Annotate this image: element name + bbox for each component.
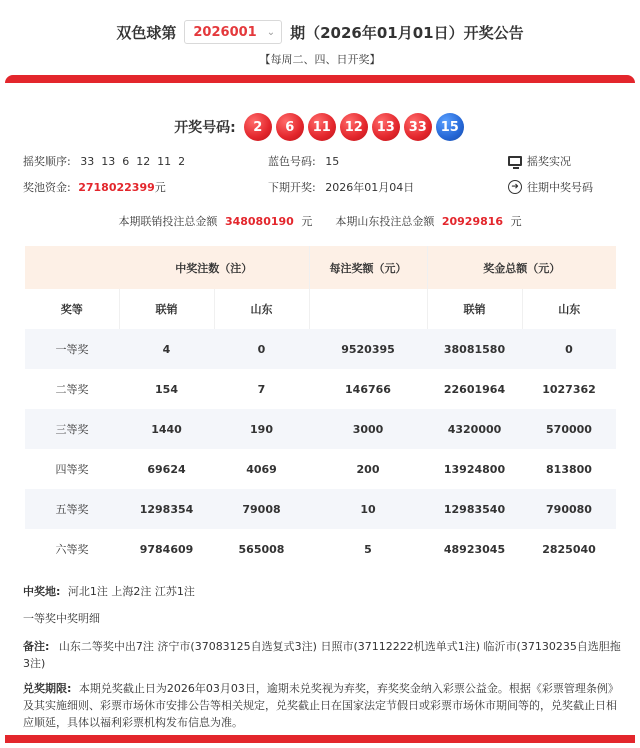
prize-level: 五等奖 bbox=[25, 489, 119, 529]
chevron-down-icon: ⌄ bbox=[266, 26, 276, 38]
issue-select[interactable] bbox=[184, 20, 282, 44]
jackpot-unit: 元 bbox=[154, 181, 166, 194]
announcement-title bbox=[0, 18, 640, 46]
prize-level: 二等奖 bbox=[55, 383, 89, 396]
prize-level: 六等奖 bbox=[55, 543, 89, 556]
deadline-value: 本期兑奖截止日为2026年03月03日，逾期未兑奖视为弃奖，弃奖奖金纳入彩票公益金。根据《彩票管理条例》及其实施细则、彩票市场休市安排公告等相关规定，兑奖截止日在国家法定节假日或彩票市场休市期间等的，兑奖截止日相应顺延，具体以福利彩票机构发布信息为准。 bbox=[23, 682, 619, 729]
header-prize-level: 奖等 bbox=[25, 289, 119, 329]
remark bbox=[23, 638, 623, 672]
header-prize-total: 奖金总额（元） bbox=[427, 246, 616, 289]
tv-icon bbox=[508, 156, 522, 166]
draw-video-label: 摇奖实况 bbox=[527, 155, 571, 168]
blue-number-label: 蓝色号码: bbox=[268, 155, 316, 168]
cell-shandong-total: 0 bbox=[522, 329, 616, 369]
header-national: 联销 bbox=[119, 289, 214, 329]
prize-level: 一等奖 bbox=[25, 329, 119, 369]
cell-shandong-total: 2825040 bbox=[542, 542, 596, 556]
national-sales-unit: 元 bbox=[301, 215, 313, 228]
table-row bbox=[25, 329, 616, 369]
header-prize-per-bet: 每注奖额（元） bbox=[309, 246, 427, 289]
cell-shandong-count: 0 bbox=[214, 329, 309, 369]
blue-ball: 15 bbox=[436, 113, 464, 141]
title-prefix: 双色球第 bbox=[116, 23, 177, 42]
cell-national-total: 22601964 bbox=[443, 382, 506, 396]
remark-value: 山东二等奖中出7注 济宁市(37083125自选复式3注) 日照市(37112222机选单式1注) 临沂市(37130235自选胆拖3注) bbox=[23, 640, 621, 670]
table-row bbox=[25, 409, 616, 449]
cell-national-count: 69624 bbox=[147, 462, 186, 476]
header-winners-count: 中奖注数（注） bbox=[119, 246, 309, 289]
draw-schedule: 【每周二、四、日开奖】 bbox=[259, 53, 381, 66]
next-draw-label: 下期开奖: bbox=[268, 181, 316, 194]
draw-order-value: 33 13 6 12 11 2 bbox=[80, 155, 186, 168]
cell-national-total: 13924800 bbox=[443, 462, 506, 476]
shandong-sales-value: 20929816 bbox=[441, 215, 504, 228]
deadline-label: 兑奖期限: bbox=[23, 682, 72, 695]
draw-video-link[interactable] bbox=[508, 153, 571, 169]
cell-shandong-count: 190 bbox=[214, 409, 309, 449]
table-row bbox=[25, 449, 616, 489]
title-suffix: 期（2026年01月01日）开奖公告 bbox=[290, 23, 524, 42]
red-ball: 33 bbox=[404, 113, 432, 141]
table-sub-header bbox=[25, 289, 616, 329]
history-link-label: 往期中奖号码 bbox=[527, 181, 593, 194]
table-group-header bbox=[25, 246, 616, 289]
cell-shandong-count: 565008 bbox=[238, 542, 285, 556]
blue-number-value: 15 bbox=[325, 155, 340, 168]
red-ball: 2 bbox=[244, 113, 272, 141]
cell-national-count: 1298354 bbox=[119, 489, 214, 529]
draw-order-label: 摇奖顺序: bbox=[23, 155, 71, 168]
cell-prize-per-bet: 9520395 bbox=[309, 329, 427, 369]
cell-prize-per-bet: 3000 bbox=[309, 409, 427, 449]
cell-shandong-total: 1027362 bbox=[542, 382, 596, 396]
cell-national-count: 154 bbox=[155, 382, 178, 396]
winning-numbers bbox=[5, 113, 635, 141]
info-row-2 bbox=[23, 179, 623, 195]
cell-shandong-count: 79008 bbox=[214, 489, 309, 529]
red-ball: 11 bbox=[308, 113, 336, 141]
cell-prize-per-bet: 200 bbox=[356, 462, 380, 476]
table-row bbox=[25, 529, 616, 569]
first-prize-detail-title: 一等奖中奖明细 bbox=[23, 612, 100, 625]
prize-level: 四等奖 bbox=[55, 463, 89, 476]
cell-national-total: 4320000 bbox=[427, 409, 522, 449]
jackpot-value: 2718022399 bbox=[78, 181, 155, 194]
winning-regions-value: 河北1注 上海2注 江苏1注 bbox=[67, 585, 195, 598]
header-national: 联销 bbox=[427, 289, 522, 329]
arrow-right-circle-icon: ➜ bbox=[508, 180, 522, 194]
result-panel bbox=[5, 75, 635, 743]
table-row bbox=[25, 369, 616, 409]
sales-summary bbox=[5, 213, 635, 229]
cell-national-count: 4 bbox=[119, 329, 214, 369]
winning-numbers-label: 开奖号码: bbox=[174, 120, 236, 136]
jackpot-label: 奖池资金: bbox=[23, 181, 71, 194]
cell-national-total: 12983540 bbox=[427, 489, 522, 529]
cell-prize-per-bet: 5 bbox=[364, 542, 372, 556]
national-sales-label: 本期联销投注总金额 bbox=[118, 215, 218, 228]
cell-shandong-total: 570000 bbox=[522, 409, 616, 449]
remark-label: 备注: bbox=[23, 640, 50, 653]
red-ball: 6 bbox=[276, 113, 304, 141]
red-ball: 13 bbox=[372, 113, 400, 141]
cell-prize-per-bet: 10 bbox=[309, 489, 427, 529]
cell-shandong-count: 7 bbox=[257, 382, 266, 396]
cell-shandong-total: 790080 bbox=[522, 489, 616, 529]
header-shandong: 山东 bbox=[214, 289, 309, 329]
cell-national-count: 9784609 bbox=[139, 542, 194, 556]
cell-national-total: 48923045 bbox=[443, 542, 506, 556]
national-sales-value: 348080190 bbox=[224, 215, 294, 228]
redemption-deadline bbox=[23, 680, 623, 731]
header-shandong: 山东 bbox=[522, 289, 616, 329]
cell-prize-per-bet: 146766 bbox=[345, 382, 391, 396]
issue-value: 2026001 bbox=[193, 24, 257, 40]
cell-shandong-count: 4069 bbox=[246, 462, 277, 476]
cell-national-count: 1440 bbox=[119, 409, 214, 449]
prize-level: 三等奖 bbox=[25, 409, 119, 449]
next-draw-value: 2026年01月04日 bbox=[325, 181, 415, 194]
info-row-1 bbox=[23, 153, 623, 169]
winning-regions bbox=[23, 583, 623, 600]
cell-shandong-total: 813800 bbox=[546, 462, 592, 476]
red-ball: 12 bbox=[340, 113, 368, 141]
prize-table bbox=[25, 246, 616, 569]
history-link[interactable] bbox=[508, 179, 593, 195]
shandong-sales-unit: 元 bbox=[510, 215, 522, 228]
cell-national-total: 38081580 bbox=[427, 329, 522, 369]
shandong-sales-label: 本期山东投注总金额 bbox=[335, 215, 435, 228]
winning-regions-label: 中奖地: bbox=[23, 585, 61, 598]
header-blank bbox=[309, 289, 427, 329]
table-row bbox=[25, 489, 616, 529]
